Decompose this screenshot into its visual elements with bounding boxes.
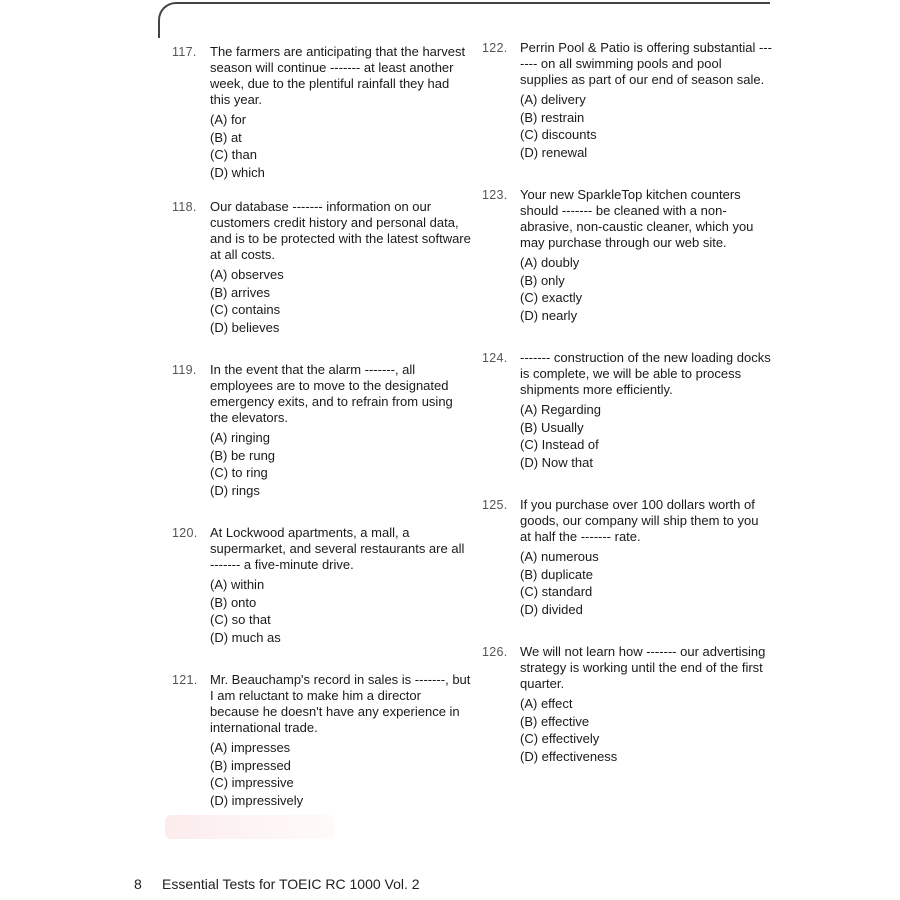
question-124 [482, 350, 772, 471]
question-number: 126. [482, 645, 508, 659]
answer-option-b: (B) onto [210, 594, 257, 610]
question-number: 119. [172, 363, 197, 377]
answer-option-b: (B) duplicate [520, 566, 593, 582]
page-number: 8 [134, 876, 142, 892]
question-119 [172, 362, 472, 499]
answer-option-b: (B) be rung [210, 447, 276, 463]
answer-option-b: (B) impressed [210, 757, 291, 773]
answer-option-b: (B) arrives [210, 284, 270, 300]
answer-option-d: (D) Now that [520, 454, 593, 470]
question-123 [482, 187, 772, 324]
question-stem: If you purchase over 100 dollars worth of goods, our company will ship them to you at half the ------- rate. [520, 497, 759, 544]
left-question-column [172, 44, 472, 835]
answer-option-d: (D) nearly [520, 307, 578, 323]
answer-option-a: (A) delivery [520, 92, 586, 107]
answer-option-c: (C) to ring [210, 465, 268, 480]
page-header-rule [158, 2, 770, 38]
answer-option-d: (D) effectiveness [520, 748, 618, 764]
question-125 [482, 497, 772, 618]
answer-option-a: (A) effect [520, 696, 573, 711]
answer-option-a: (A) within [210, 577, 265, 592]
question-118 [172, 199, 472, 336]
question-number: 125. [482, 498, 508, 512]
question-stem: Our database ------- information on our customers credit history and personal data, and is to be protected with the latest software at all costs. [210, 199, 471, 262]
question-number: 117. [172, 45, 197, 59]
answer-option-c: (C) Instead of [520, 437, 599, 452]
answer-option-c: (C) standard [520, 584, 593, 599]
question-number: 122. [482, 41, 508, 55]
answer-option-c: (C) effectively [520, 731, 600, 746]
answer-option-d: (D) divided [520, 601, 583, 617]
question-122 [482, 40, 772, 161]
question-stem: Perrin Pool & Patio is offering substantial ------- on all swimming pools and pool supplies as part of our end of season sale. [520, 40, 772, 87]
question-stem: The farmers are anticipating that the harvest season will continue ------- at least another week, due to the plentiful rainfall they had this year. [210, 44, 466, 107]
answer-option-c: (C) so that [210, 612, 271, 627]
answer-option-c: (C) contains [210, 302, 281, 317]
question-stem: ------- construction of the new loading docks is complete, we will be able to process shipments more efficiently. [520, 350, 771, 397]
answer-option-a: (A) observes [210, 267, 284, 282]
question-number: 118. [172, 200, 197, 214]
question-number: 124. [482, 351, 508, 365]
answer-option-c: (C) exactly [520, 290, 583, 305]
answer-option-b: (B) restrain [520, 109, 585, 125]
book-title: Essential Tests for TOEIC RC 1000 Vol. 2 [162, 876, 420, 892]
page-footer [134, 876, 420, 892]
question-number: 121. [172, 673, 198, 687]
answer-option-d: (D) impressively [210, 792, 304, 808]
answer-option-d: (D) much as [210, 629, 281, 645]
answer-option-c: (C) discounts [520, 127, 597, 142]
answer-option-a: (A) for [210, 112, 247, 127]
answer-option-a: (A) impresses [210, 740, 291, 755]
answer-option-c: (C) than [210, 147, 257, 162]
question-stem: In the event that the alarm -------, all employees are to move to the designated emergency exits, and to refrain from using the elevators. [210, 362, 453, 425]
answer-option-a: (A) doubly [520, 255, 580, 270]
answer-option-c: (C) impressive [210, 775, 294, 790]
question-stem: We will not learn how ------- our advertising strategy is working until the end of the first quarter. [520, 644, 766, 691]
answer-option-b: (B) only [520, 272, 565, 288]
question-stem: Mr. Beauchamp's record in sales is -------, but I am reluctant to make him a director because he doesn't have any experience in international trade. [210, 672, 471, 735]
question-stem: Your new SparkleTop kitchen counters should ------- be cleaned with a non-abrasive, non-caustic cleaner, which you may purchase through our web site. [520, 187, 754, 250]
answer-option-a: (A) ringing [210, 430, 270, 445]
question-number: 120. [172, 526, 198, 540]
answer-option-d: (D) rings [210, 482, 260, 498]
answer-option-b: (B) effective [520, 713, 590, 729]
answer-option-a: (A) Regarding [520, 402, 601, 417]
answer-option-b: (B) at [210, 129, 242, 145]
answer-option-b: (B) Usually [520, 419, 584, 435]
answer-option-d: (D) renewal [520, 144, 588, 160]
question-126 [482, 644, 772, 765]
answer-option-d: (D) which [210, 164, 265, 180]
question-120 [172, 525, 472, 646]
answer-option-d: (D) believes [210, 319, 280, 335]
question-stem: At Lockwood apartments, a mall, a supermarket, and several restaurants are all ------- a five-minute drive. [210, 525, 465, 572]
right-question-column [482, 40, 772, 791]
question-number: 123. [482, 188, 508, 202]
question-117 [172, 44, 472, 181]
answer-option-a: (A) numerous [520, 549, 599, 564]
question-121 [172, 672, 472, 809]
